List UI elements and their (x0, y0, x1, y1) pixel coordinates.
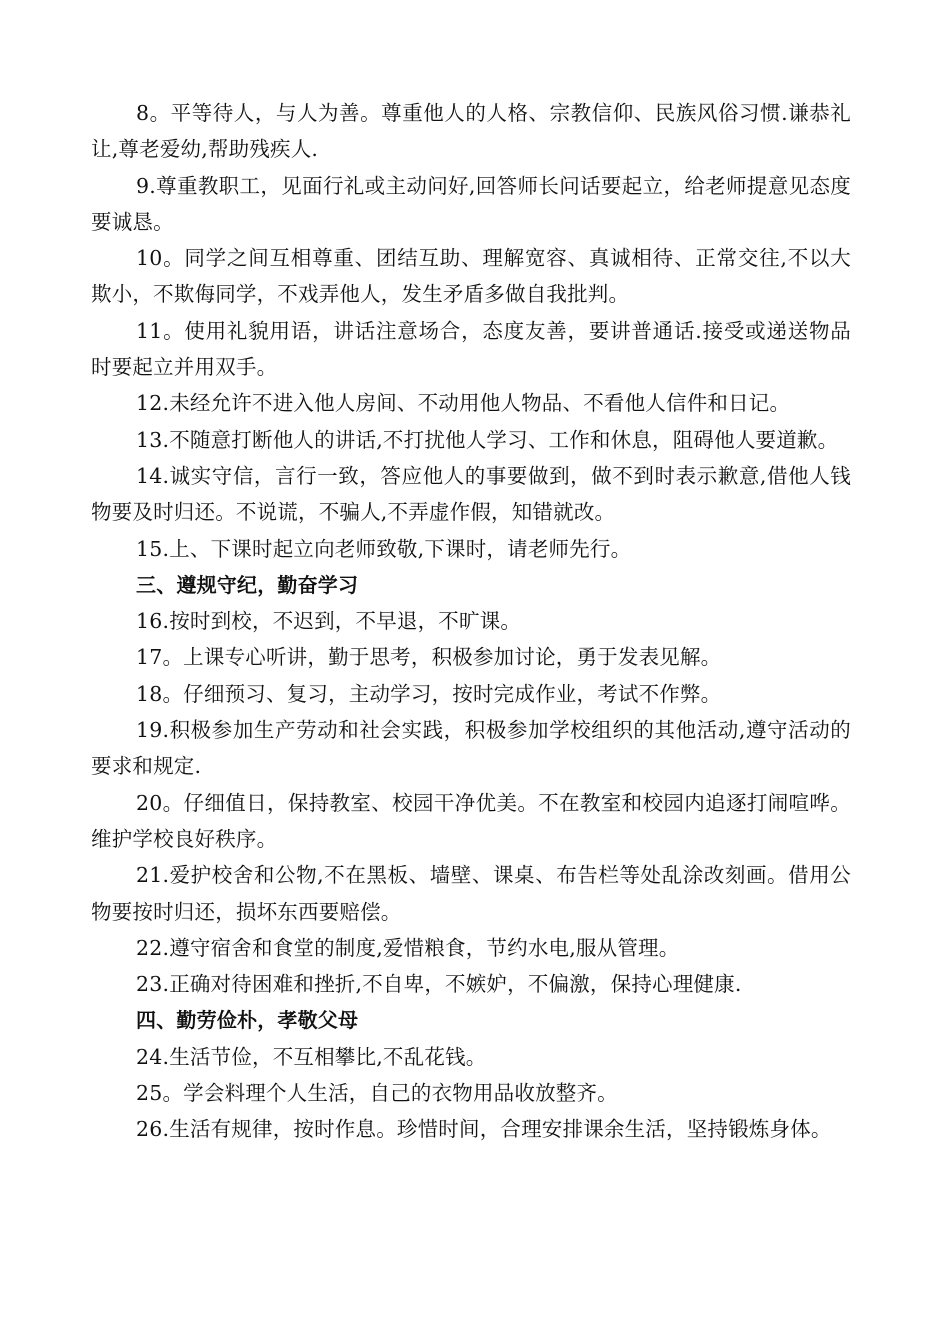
rule-item-19: 19.积极参加生产劳动和社会实践，积极参加学校组织的其他活动,遵守活动的要求和规定. (91, 718, 851, 779)
rule-item-11: 11。使用礼貌用语，讲话注意场合，态度友善，要讲普通话.接受或递送物品时要起立并用双手。 (91, 318, 851, 380)
rule-item-21: 21.爱护校舍和公物,不在黑板、墙壁、课桌、布告栏等处乱涂改刻画。借用公物要按时归还，损坏东西要赔偿。 (91, 863, 851, 924)
rule-item-26: 26.生活有规律，按时作息。珍惜时间，合理安排课余生活，坚持锻炼身体。 (136, 1117, 832, 1142)
rule-item-13: 13.不随意打断他人的讲话,不打扰他人学习、工作和休息，阻碍他人要道歉。 (136, 427, 839, 452)
rule-item-22: 22.遵守宿舍和食堂的制度,爱惜粮食，节约水电,服从管理。 (136, 935, 680, 960)
rule-item-10: 10。同学之间互相尊重、团结互助、理解宽容、真诚相待、正常交往,不以大欺小，不欺侮同学，不戏弄他人，发生矛盾多做自我批判。 (91, 246, 851, 307)
rule-item-14: 14.诚实守信，言行一致，答应他人的事要做到，做不到时表示歉意,借他人钱物要及时归还。不说谎，不骗人,不弄虚作假，知错就改。 (91, 463, 851, 525)
document-body (91, 95, 851, 1148)
section-heading-3: 三、遵规守纪，勤奋学习 (136, 572, 359, 597)
rule-item-23: 23.正确对待困难和挫折,不自卑，不嫉妒，不偏激，保持心理健康. (136, 972, 742, 997)
rule-item-17: 17。上课专心听讲，勤于思考，积极参加讨论，勇于发表见解。 (136, 645, 722, 670)
rule-item-20: 20。仔细值日，保持教室、校园干净优美。不在教室和校园内追逐打闹喧哗。维护学校良好秩序。 (91, 790, 851, 851)
rule-item-9: 9.尊重教职工，见面行礼或主动问好,回答师长问话要起立，给老师提意见态度要诚恳。 (91, 173, 851, 234)
section-heading-4: 四、勤劳俭朴，孝敬父母 (136, 1008, 359, 1033)
rule-item-16: 16.按时到校，不迟到，不早退，不旷课。 (136, 609, 522, 634)
rule-item-24: 24.生活节俭，不互相攀比,不乱花钱。 (136, 1044, 487, 1069)
rule-item-8: 8。平等待人，与人为善。尊重他人的人格、宗教信仰、民族风俗习惯.谦恭礼让,尊老爱幼,帮助残疾人. (91, 101, 851, 162)
rule-item-25: 25。学会料理个人生活，自己的衣物用品收放整齐。 (136, 1081, 618, 1106)
rule-item-18: 18。仔细预习、复习，主动学习，按时完成作业，考试不作弊。 (136, 681, 722, 706)
rule-item-15: 15.上、下课时起立向老师致敬,下课时，请老师先行。 (136, 536, 632, 561)
rule-item-12: 12.未经允许不进入他人房间、不动用他人物品、不看他人信件和日记。 (136, 391, 791, 416)
